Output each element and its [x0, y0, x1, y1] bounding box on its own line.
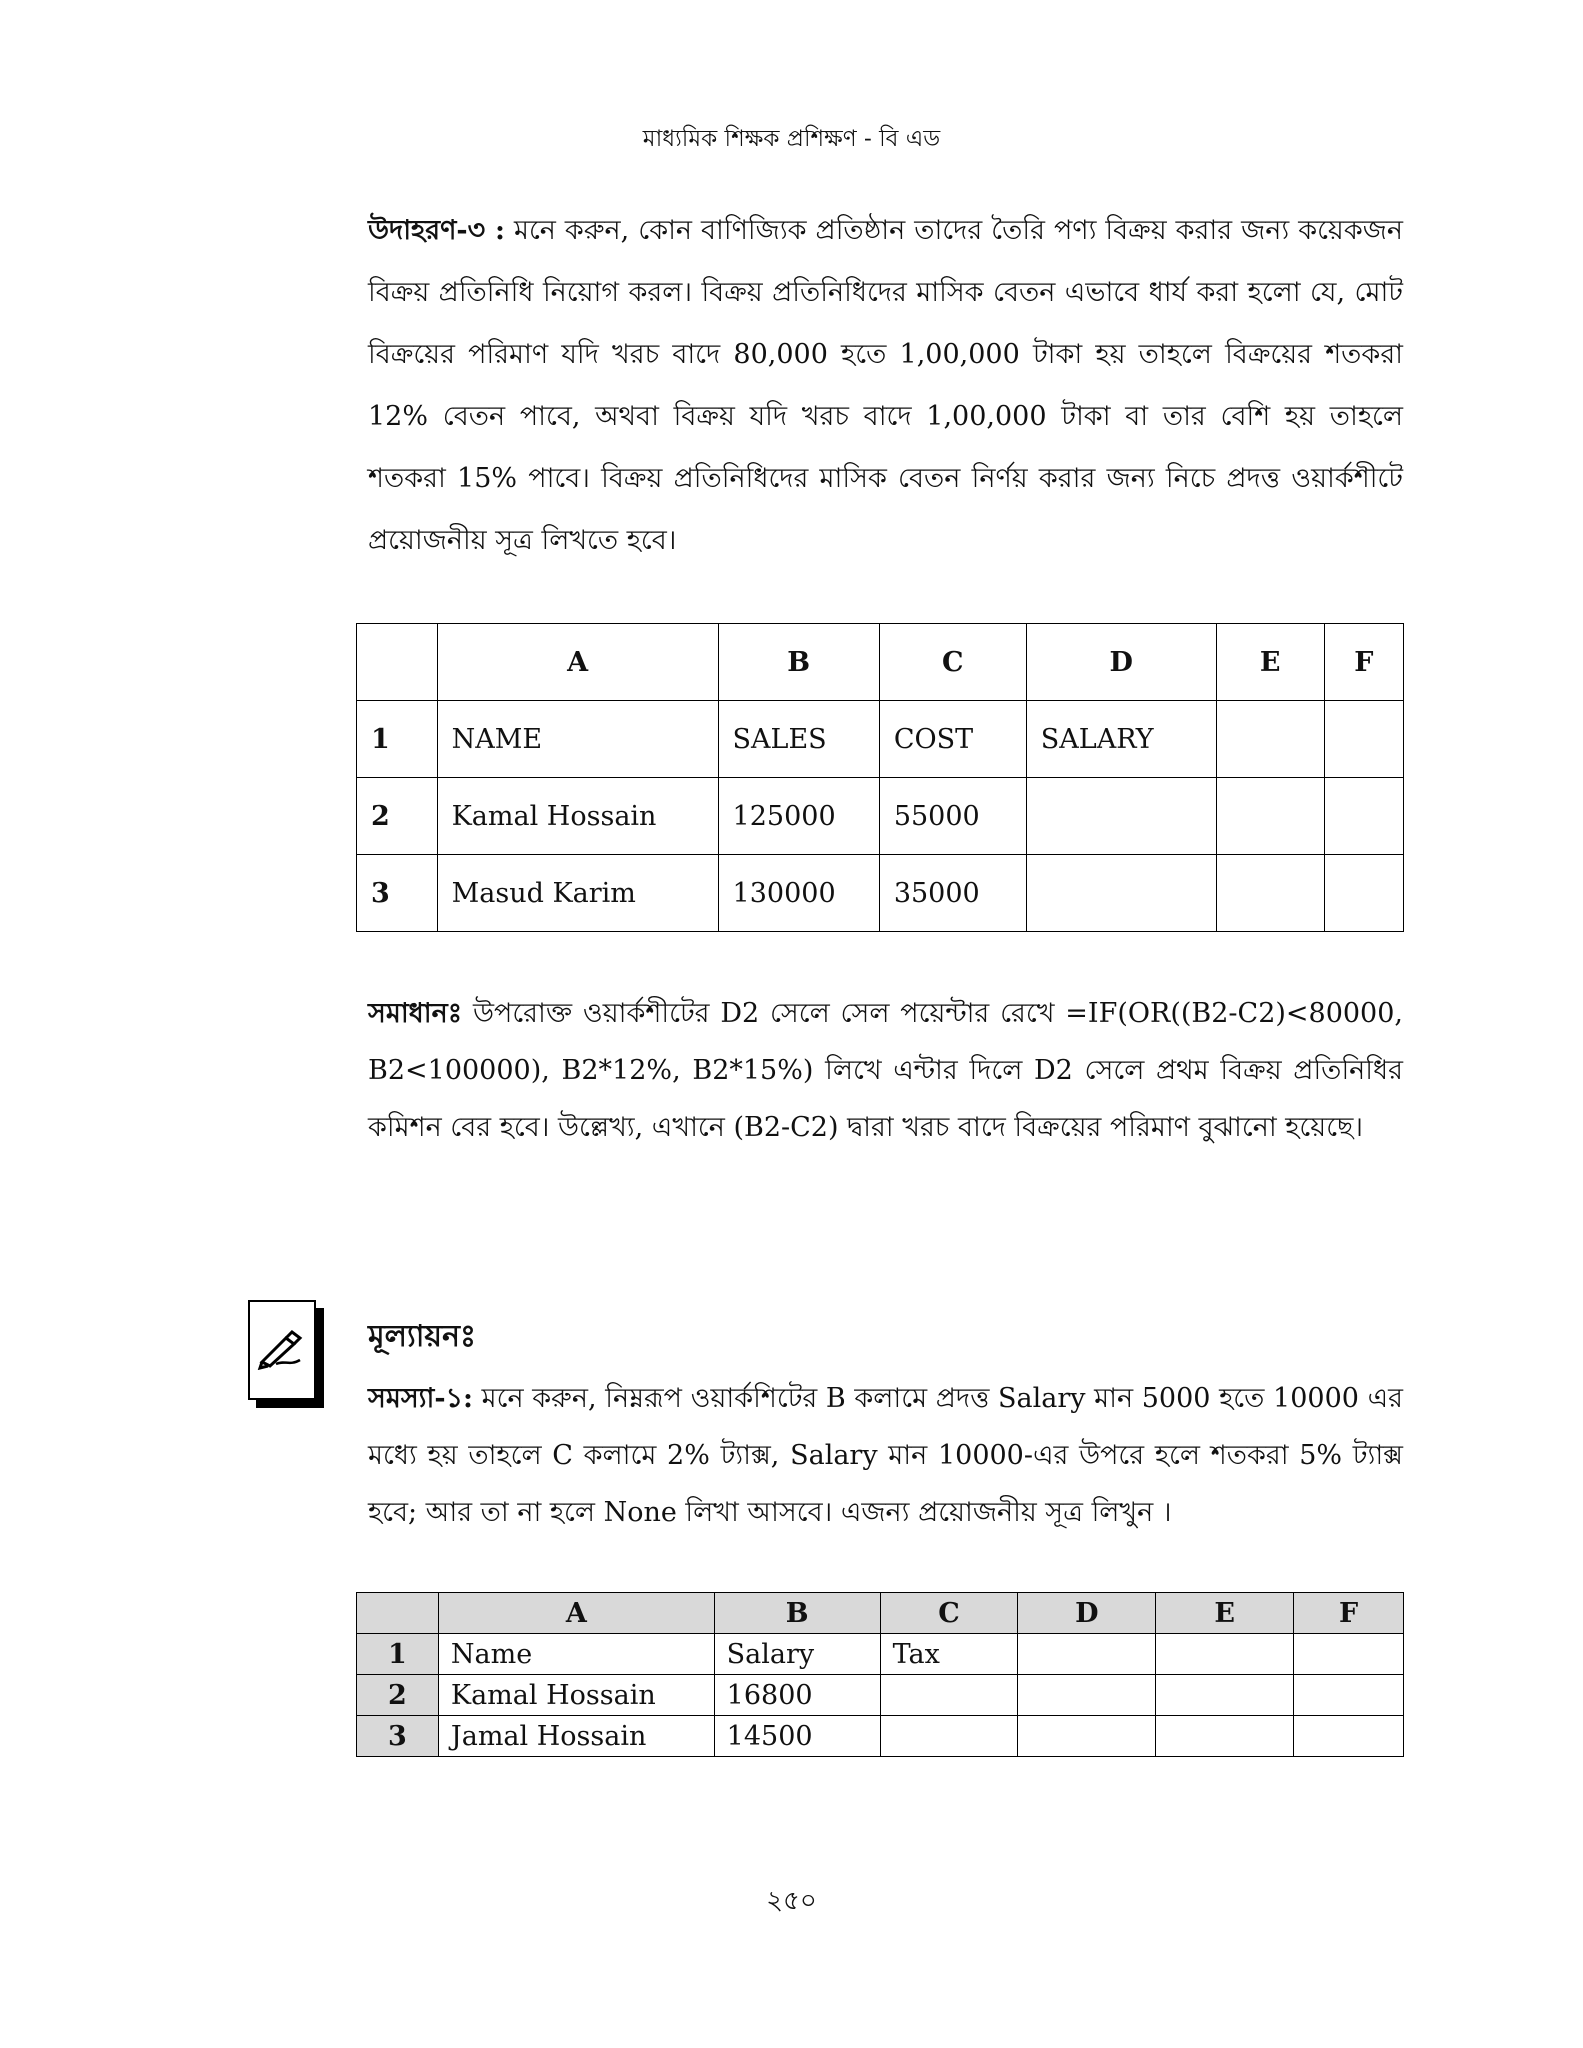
row-number: 1	[357, 1634, 439, 1675]
cell: Masud Karim	[437, 855, 718, 932]
corner-cell	[357, 1593, 439, 1634]
cell: Name	[438, 1634, 714, 1675]
column-header: C	[880, 1593, 1018, 1634]
table-row	[357, 1634, 1404, 1675]
worksheet-example	[356, 623, 1404, 932]
cell: 16800	[714, 1675, 880, 1716]
cell: Kamal Hossain	[437, 778, 718, 855]
cell	[1018, 1634, 1156, 1675]
column-header: F	[1324, 624, 1403, 701]
column-header-row	[357, 1593, 1404, 1634]
column-header: A	[438, 1593, 714, 1634]
cell: 130000	[718, 855, 879, 932]
writing-hand-icon	[248, 1300, 316, 1400]
column-header: E	[1216, 624, 1324, 701]
cell	[1216, 701, 1324, 778]
cell	[880, 1675, 1018, 1716]
worksheet-problem	[356, 1592, 1404, 1757]
cell: Salary	[714, 1634, 880, 1675]
cell	[1156, 1634, 1294, 1675]
cell: SALARY	[1026, 701, 1216, 778]
cell: Jamal Hossain	[438, 1716, 714, 1757]
row-number: 2	[357, 1675, 439, 1716]
cell	[1324, 855, 1403, 932]
cell	[1026, 778, 1216, 855]
cell	[1294, 1634, 1404, 1675]
corner-cell	[357, 624, 438, 701]
column-header: B	[714, 1593, 880, 1634]
row-number: 2	[357, 778, 438, 855]
column-header: B	[718, 624, 879, 701]
cell	[1156, 1716, 1294, 1757]
table-row	[357, 701, 1404, 778]
table-row	[357, 855, 1404, 932]
example-3-text: মনে করুন, কোন বাণিজ্যিক প্রতিষ্ঠান তাদের তৈরি পণ্য বিক্রয় করার জন্য কয়েকজন বিক্রয় প্রতিনিধি নিয়োগ করল। বিক্রয় প্রতিনিধিদের মাসিক বেতন এভাবে ধার্য করা হলো যে, মোট বিক্রয়ের পরিমাণ যদি খরচ বাদে 80,000 হতে 1,00,000 টাকা হয় তাহলে বিক্রয়ের শতকরা 12% বেতন পাবে, অথবা বিক্রয় যদি খরচ বাদে 1,00,000 টাকা বা তার বেশি হয় তাহলে শতকরা 15% পাবে। বিক্রয় প্রতিনিধিদের মাসিক বেতন নির্ণয় করার জন্য নিচে প্রদত্ত ওয়ার্কশীটে প্রয়োজনীয় সূত্র লিখতে হবে।	[368, 215, 1403, 556]
column-header: A	[437, 624, 718, 701]
cell	[1294, 1675, 1404, 1716]
cell	[1018, 1675, 1156, 1716]
cell	[1324, 701, 1403, 778]
cell: 125000	[718, 778, 879, 855]
cell	[1216, 855, 1324, 932]
cell	[1026, 855, 1216, 932]
column-header: D	[1018, 1593, 1156, 1634]
solution-paragraph	[368, 985, 1403, 1156]
problem-1-text: মনে করুন, নিম্নরূপ ওয়ার্কশিটের B কলামে প্রদত্ত Salary মান 5000 হতে 10000 এর মধ্যে হয় তাহলে C কলামে 2% ট্যাক্স, Salary মান 10000-এর উপরে হলে শতকরা 5% ট্যাক্স হবে; আর তা না হলে None লিখা আসবে। এজন্য প্রয়োজনীয় সূত্র লিখুন ।	[368, 1383, 1403, 1528]
row-number: 3	[357, 1716, 439, 1757]
column-header-row	[357, 624, 1404, 701]
cell: Kamal Hossain	[438, 1675, 714, 1716]
cell	[1156, 1675, 1294, 1716]
page-number: ২৫০	[766, 1886, 817, 1916]
solution-text: উপরোক্ত ওয়ার্কশীটের D2 সেলে সেল পয়েন্টার রেখে =IF(OR((B2-C2)<80000, B2<100000), B2*12%, B2*15%) লিখে এন্টার দিলে D2 সেলে প্রথম বিক্রয় প্রতিনিধির কমিশন বের হবে। উল্লেখ্য, এখানে (B2-C2) দ্বারা খরচ বাদে বিক্রয়ের পরিমাণ বুঝানো হয়েছে।	[368, 998, 1403, 1143]
table-row	[357, 1675, 1404, 1716]
column-header: C	[879, 624, 1026, 701]
solution-label: সমাধানঃ	[368, 998, 463, 1029]
column-header: F	[1294, 1593, 1404, 1634]
cell	[1324, 778, 1403, 855]
cell: NAME	[437, 701, 718, 778]
column-header: E	[1156, 1593, 1294, 1634]
cell: COST	[879, 701, 1026, 778]
page-header: মাধ্যমিক শিক্ষক প্রশিক্ষণ - বি এড	[642, 126, 941, 152]
cell	[1294, 1716, 1404, 1757]
cell	[1216, 778, 1324, 855]
problem-1-paragraph	[368, 1370, 1403, 1541]
cell	[1018, 1716, 1156, 1757]
evaluation-title: মূল্যায়নঃ	[368, 1319, 476, 1354]
column-header: D	[1026, 624, 1216, 701]
example-3-label: উদাহরণ-৩ :	[368, 215, 505, 246]
row-number: 3	[357, 855, 438, 932]
cell: SALES	[718, 701, 879, 778]
row-number: 1	[357, 701, 438, 778]
cell: Tax	[880, 1634, 1018, 1675]
problem-1-label: সমস্যা-১:	[368, 1383, 474, 1414]
table-row	[357, 1716, 1404, 1757]
cell: 55000	[879, 778, 1026, 855]
cell: 14500	[714, 1716, 880, 1757]
table-row	[357, 778, 1404, 855]
cell	[880, 1716, 1018, 1757]
cell: 35000	[879, 855, 1026, 932]
example-3-paragraph	[368, 200, 1403, 572]
